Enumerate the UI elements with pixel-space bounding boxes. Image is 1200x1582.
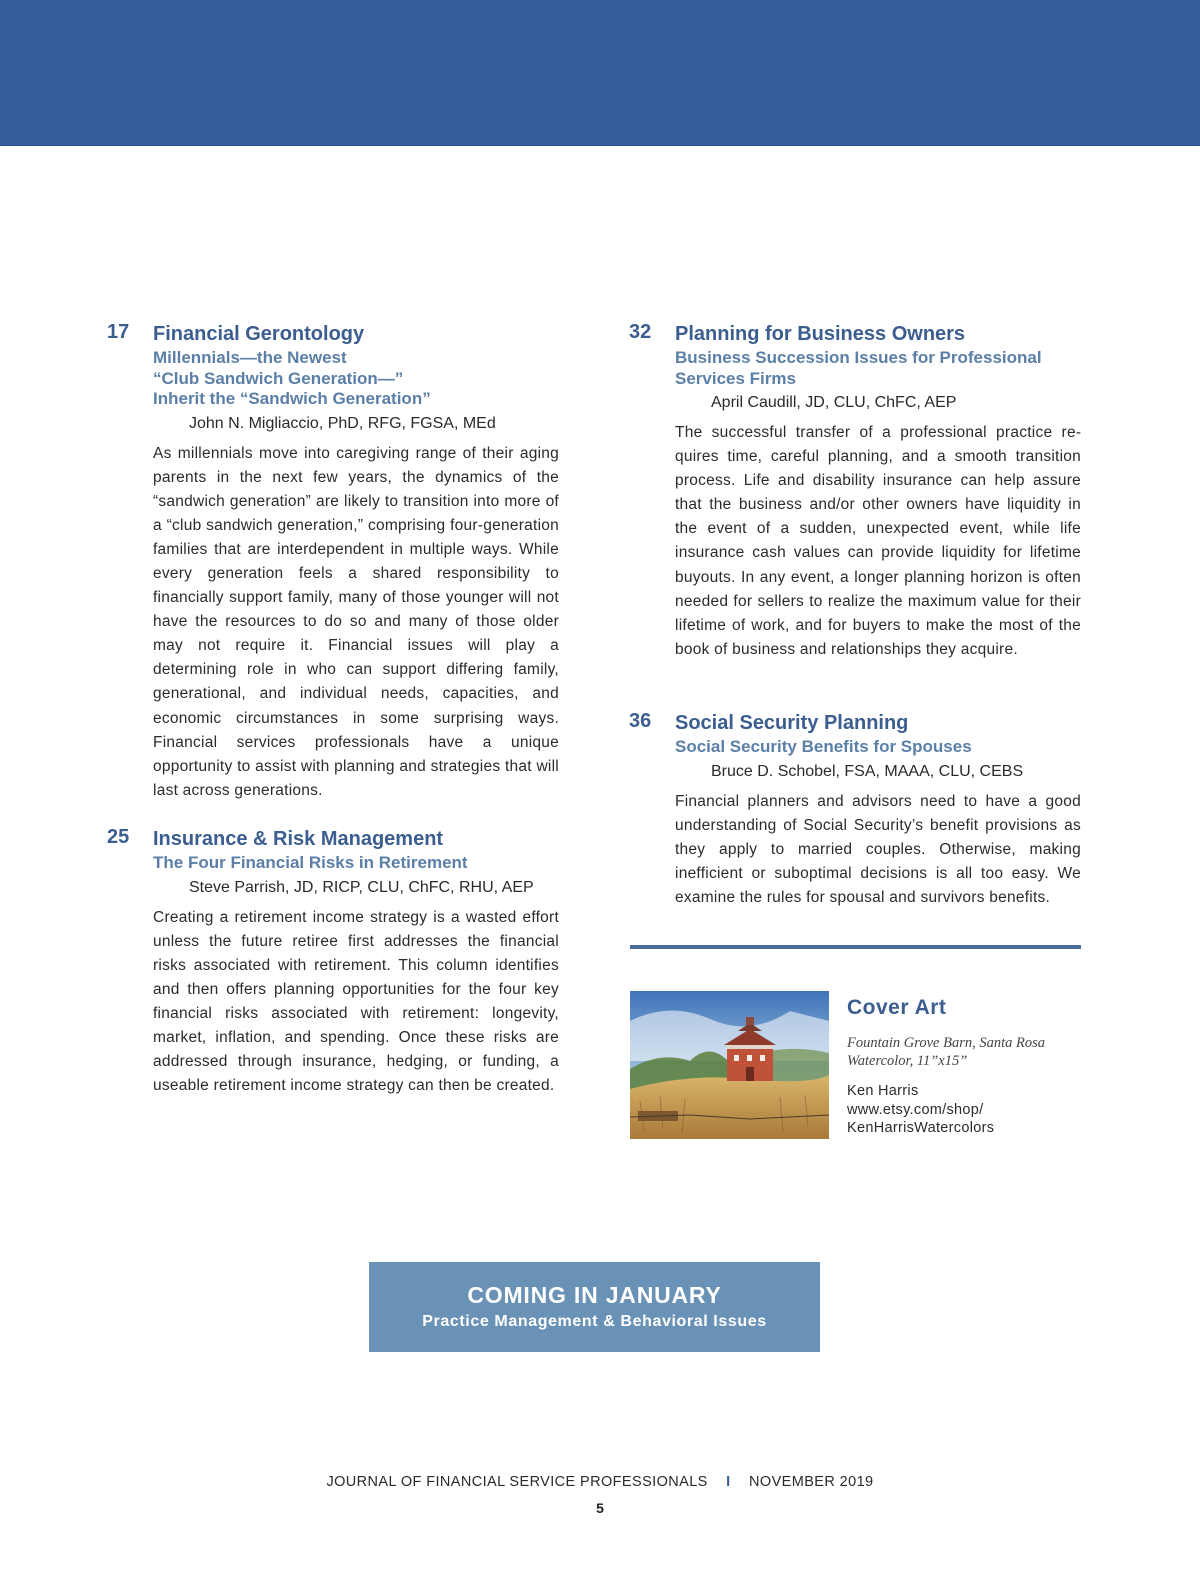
page-number: 5	[596, 1500, 604, 1516]
author-byline: Steve Parrish, JD, RICP, CLU, ChFC, RHU, AEP	[189, 878, 534, 896]
artist-name: Ken Harris	[847, 1083, 919, 1099]
cover-art-caption: Fountain Grove Barn, Santa Rosa Watercolor, 11”x15”	[847, 1035, 1046, 1069]
coming-soon-callout	[369, 1262, 820, 1352]
article-subtitle: The Four Financial Risks in Retirement	[153, 853, 468, 872]
page-ref-number: 36	[629, 710, 652, 732]
author-byline: John N. Migliaccio, PhD, RFG, FGSA, MEd	[189, 414, 496, 432]
article-summary: Creating a retirement income strategy is a wasted effort unless the future retiree first addresses the financial risks associated with retirement. This column identifies and then offers planning opportunities for the four key financial risks associated with retirement: longevity, market, inflation, and spending. Once these risks are addressed through insurance, hedging, or funding, a useable retirement income strategy can then be created.	[153, 908, 559, 1095]
issue-date: NOVEMBER 2019	[749, 1474, 874, 1490]
page-ref-number: 25	[107, 826, 130, 848]
coming-soon-title: COMING IN JANUARY	[467, 1282, 722, 1308]
article-summary: As millennials move into caregiving range of their aging parents in the next few years, the dynamics of the “sandwich generation” are likely to transition into more of a “club sandwich generation,” comprising four-generation families that are interdependent in multiple ways. While every generation feels a shared responsibility to financially support family, many of those younger will not have the resources to do so and many of those older may not require it. Financial issues will play a determining role in who can support differing family, generational, and individual needs, capacities, and economic circumstances in some surprising ways. Financial services professionals have a unique opportunity to assist with planning and strategies that will last across generations.	[153, 444, 559, 799]
cover-art-image	[630, 991, 829, 1139]
footer-separator: I	[726, 1474, 731, 1490]
page-footer	[0, 1474, 1200, 1490]
page-ref-number: 17	[107, 321, 130, 343]
article-subtitle: Business Succession Issues for Professional Services Firms	[675, 348, 1042, 388]
cover-art-heading: Cover Art	[847, 996, 947, 1019]
author-byline: Bruce D. Schobel, FSA, MAAA, CLU, CEBS	[711, 762, 1024, 780]
author-byline: April Caudill, JD, CLU, ChFC, AEP	[711, 394, 957, 411]
article-summary: The successful transfer of a professional practice requires time, careful planning, and a smooth transition process. Life and disability insurance can help assure that the business and/or other owners have liquidity in the event of a sudden, unexpected event, while life insurance cash values can provide liquidity for lifetime buyouts. In any event, a longer planning horizon is often needed for sellers to realize the maximum value for their lifetime of work, and for buyers to make the most of the book of business and relationships they acquire.	[675, 424, 1081, 658]
cover-art-info	[847, 996, 1087, 1138]
artist-url[interactable]: www.etsy.com/shop/ KenHarrisWatercolors	[847, 1101, 995, 1136]
article-summary: Financial planners and advisors need to have a good understanding of Social Security’s benefit provisions as they apply to married couples. Otherwise, making inefficient or suboptimal decisions is all too easy. We examine the rules for spousal and survivors benefits.	[675, 792, 1081, 906]
section-divider	[630, 945, 1081, 949]
article-subtitle: Social Security Benefits for Spouses	[675, 737, 972, 756]
section-title[interactable]: Insurance & Risk Management	[153, 828, 444, 850]
section-title[interactable]: Planning for Business Owners	[675, 323, 966, 345]
article-subtitle: Millennials—the Newest “Club Sandwich Generation—” Inherit the “Sandwich Generation”	[153, 348, 431, 408]
cover-artist-credit	[847, 1082, 1087, 1138]
page-ref-number: 32	[629, 321, 652, 343]
coming-soon-subtitle: Practice Management & Behavioral Issues	[422, 1313, 767, 1330]
section-title[interactable]: Social Security Planning	[675, 712, 909, 734]
section-title[interactable]: Financial Gerontology	[153, 323, 365, 345]
header-band	[0, 0, 1200, 146]
journal-name: JOURNAL OF FINANCIAL SERVICE PROFESSIONALS	[326, 1474, 708, 1490]
